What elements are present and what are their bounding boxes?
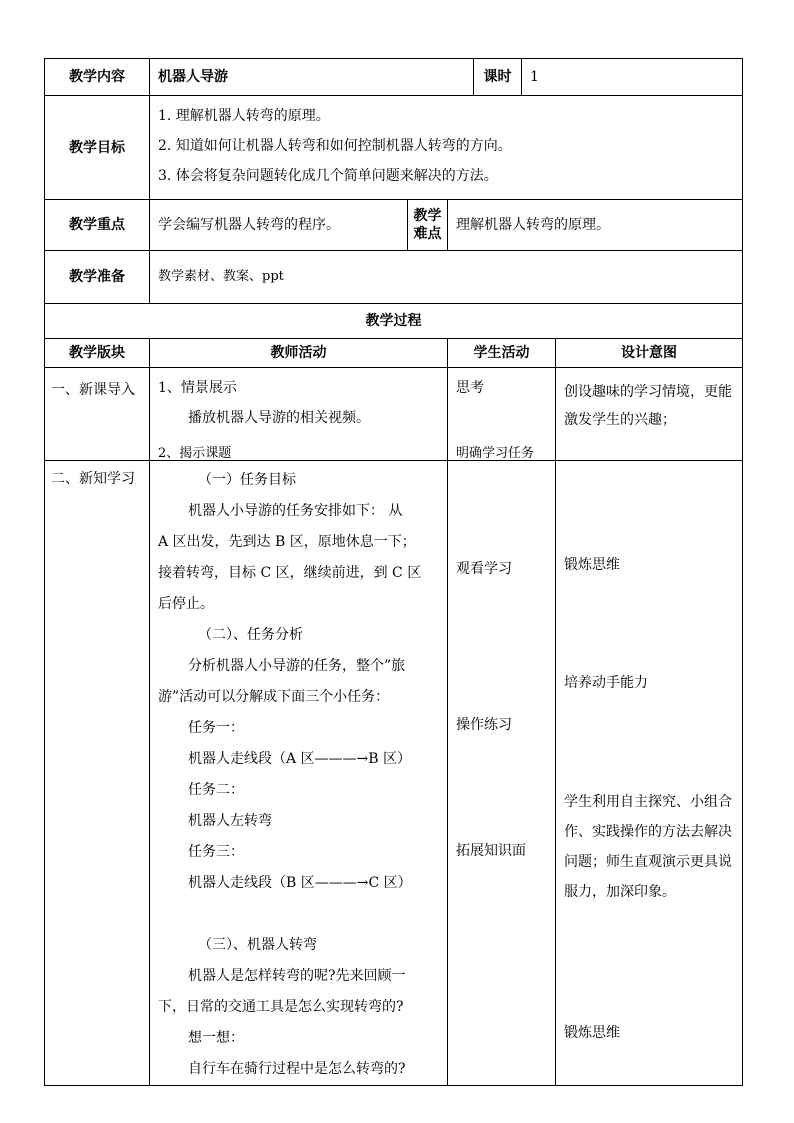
- difficulty-label-line: 难点: [413, 226, 442, 242]
- intent-line: 锻炼思维: [564, 557, 620, 573]
- teacher-line: 播放机器人导游的相关视频。: [188, 410, 370, 426]
- student-line: 明确学习任务: [456, 446, 535, 461]
- difficulty-value: 理解机器人转弯的原理。: [447, 200, 742, 250]
- teacher-line: 游”活动可以分解成下面三个小任务：: [158, 689, 390, 705]
- section-new-teacher: [149, 461, 447, 1085]
- intent-line: 培养动手能力: [564, 675, 648, 691]
- lesson-plan-table: [44, 58, 743, 1086]
- objective-item: 1. 理解机器人转弯的原理。: [158, 108, 330, 124]
- section-new-intent: [555, 461, 742, 1085]
- teacher-line: （一）任务目标: [198, 472, 296, 488]
- column-header: 设计意图: [555, 339, 742, 367]
- difficulty-label-line: 教学: [413, 208, 442, 224]
- objectives-list: [149, 96, 742, 199]
- content-row: [45, 59, 742, 95]
- section-intro-row: [45, 367, 742, 460]
- objectives-label: 教学目标: [69, 139, 125, 156]
- intent-line: 锻炼思维: [564, 1025, 620, 1041]
- column-header: 学生活动: [447, 339, 555, 367]
- teacher-line: 2、揭示课题: [158, 446, 232, 461]
- teacher-line: 任务二：: [188, 782, 244, 798]
- teacher-line: 机器人是怎样转弯的呢?先来回顾一: [188, 968, 406, 984]
- student-line: 观看学习: [456, 561, 512, 577]
- objectives-row: [45, 95, 742, 199]
- process-title: 教学过程: [365, 313, 422, 329]
- section-new-student: [447, 461, 555, 1085]
- column-header: 教师活动: [149, 339, 447, 367]
- objective-item: 2. 知道如何让机器人转弯和如何控制机器人转弯的方向。: [158, 138, 512, 154]
- keypoints-row: [45, 199, 742, 250]
- section-name: 二、新知学习: [51, 471, 135, 487]
- keypoints-value: 学会编写机器人转弯的程序。: [149, 200, 407, 250]
- teacher-line: 自行车在骑行过程中是怎么转弯的?: [188, 1061, 406, 1077]
- teacher-line: （三）、机器人转弯: [198, 937, 317, 953]
- teacher-line: 接着转弯，目标 C 区，继续前进，到 C 区: [158, 565, 422, 581]
- period-label: 课时: [473, 59, 521, 95]
- teacher-line: A 区出发，先到达 B 区，原地休息一下；: [158, 534, 416, 550]
- teacher-line: 下，日常的交通工具是怎么实现转弯的?: [158, 999, 404, 1015]
- teacher-line: 机器人左转弯: [188, 813, 272, 829]
- content-label: 教学内容: [69, 69, 125, 85]
- objective-item: 3. 体会将复杂问题转化成几个简单问题来解决的方法。: [158, 168, 498, 184]
- teacher-line: 机器人走线段（B 区———→C 区）: [188, 875, 412, 891]
- student-line: 操作练习: [456, 717, 512, 733]
- content-value: 机器人导游: [149, 59, 473, 95]
- keypoints-label: 教学重点: [69, 217, 125, 233]
- teacher-line: 1、情景展示: [158, 380, 237, 396]
- student-line: 拓展知识面: [456, 843, 526, 859]
- teacher-line: 任务三：: [188, 844, 244, 860]
- section-name: 一、新课导入: [51, 382, 135, 398]
- process-title-row: [45, 303, 742, 338]
- student-line: 思考: [456, 380, 484, 396]
- teacher-line: 机器人小导游的任务安排如下： 从: [188, 503, 403, 519]
- teacher-line: 后停止。: [158, 596, 214, 612]
- column-header: 教学版块: [69, 345, 125, 361]
- teacher-line: 机器人走线段（A 区———→B 区）: [188, 751, 412, 767]
- period-value: 1: [521, 59, 742, 95]
- preparation-row: [45, 250, 742, 303]
- blank-line: [158, 899, 443, 930]
- difficulty-label: [407, 200, 447, 250]
- section-intro-teacher: [149, 368, 447, 460]
- teacher-line: （二）、任务分析: [198, 627, 303, 643]
- teacher-line: 分析机器人小导游的任务，整个”旅: [188, 658, 406, 674]
- preparation-value: 教学素材、教案、ppt: [149, 251, 742, 303]
- teacher-line: 任务一：: [188, 720, 244, 736]
- section-new-row: [45, 460, 742, 1085]
- teacher-line: 想一想：: [188, 1030, 244, 1046]
- section-intro-intent: 创设趣味的学习情境，更能激发学生的兴趣；: [555, 368, 742, 460]
- intent-line: 学生利用自主探究、小组合作、实践操作的方法去解决问题；师生直观演示更具说服力，加深印象。: [564, 794, 732, 900]
- preparation-label: 教学准备: [69, 269, 125, 285]
- section-intro-student: [447, 368, 555, 460]
- process-header-row: [45, 338, 742, 367]
